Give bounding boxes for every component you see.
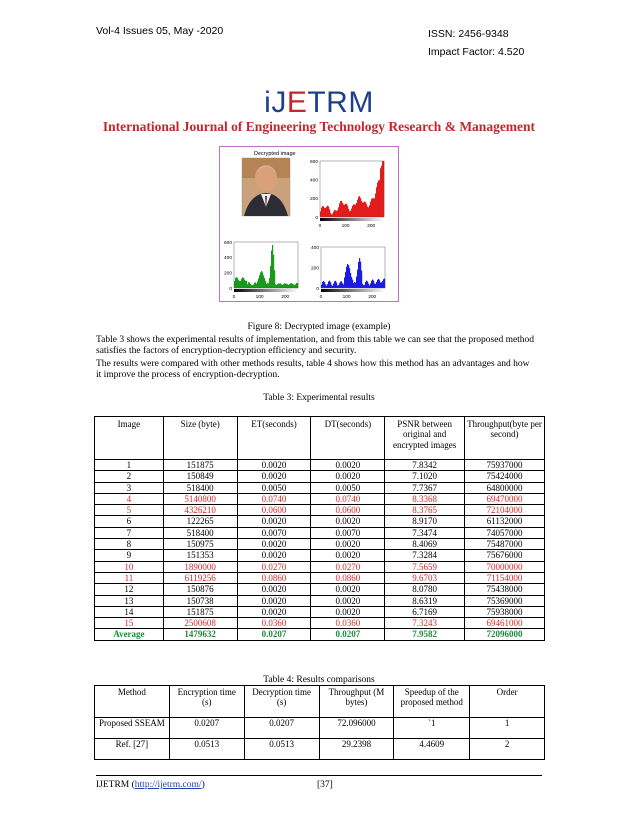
table3-cell: 0.0020 bbox=[311, 460, 385, 471]
table3-row bbox=[95, 460, 545, 471]
table3-row bbox=[95, 561, 545, 572]
table4-cell: Proposed SSEAM bbox=[95, 718, 170, 739]
x-tick-label: 0 bbox=[318, 224, 322, 229]
table3-cell: 0.0020 bbox=[237, 471, 311, 482]
table3-cell: 75487000 bbox=[465, 539, 545, 550]
table3-header-throughput: Throughput(byte per second) bbox=[465, 417, 545, 460]
table3-cell: 6 bbox=[95, 516, 164, 527]
table3-row bbox=[95, 618, 545, 629]
figure-svg bbox=[220, 147, 398, 301]
table3-cell: 10 bbox=[95, 561, 164, 572]
table3-cell: 0.0860 bbox=[237, 572, 311, 583]
x-tick-label: 200 bbox=[368, 295, 377, 300]
table3-cell: 150975 bbox=[163, 539, 237, 550]
table3-cell: 518400 bbox=[163, 482, 237, 493]
table3-cell: 0.0020 bbox=[237, 595, 311, 606]
table3-cell: 7.7367 bbox=[385, 482, 465, 493]
table3-cell: 122265 bbox=[163, 516, 237, 527]
table3-cell: 7.5659 bbox=[385, 561, 465, 572]
histogram-colorbar bbox=[234, 289, 298, 292]
table3-row bbox=[95, 493, 545, 504]
footer-prefix: IJETRM ( bbox=[96, 780, 135, 790]
table4-header-speedup: Speedup of the proposed method bbox=[394, 686, 470, 718]
table3-cell: 61132000 bbox=[465, 516, 545, 527]
table3-cell: 72104000 bbox=[465, 505, 545, 516]
table3-cell: 6119256 bbox=[163, 572, 237, 583]
table3-cell: 75676000 bbox=[465, 550, 545, 561]
table3-cell: 8.0780 bbox=[385, 584, 465, 595]
table3-cell: 0.0360 bbox=[311, 618, 385, 629]
table3-cell: 0.0740 bbox=[237, 493, 311, 504]
table3-header-psnr: PSNR between original and encrypted images bbox=[385, 417, 465, 460]
table3-cell: 0.0070 bbox=[237, 527, 311, 538]
results-comparison-table bbox=[94, 685, 545, 760]
table4-header-method: Method bbox=[95, 686, 170, 718]
table3-cell: 7.3243 bbox=[385, 618, 465, 629]
footer-link[interactable]: http://ijetrm.com/ bbox=[134, 780, 202, 790]
paragraph-1: Table 3 shows the experimental results of implementation, and from this table we can see that the proposed method satisfies the factors of encryption-decryption efficiency and security. bbox=[96, 335, 535, 357]
histogram-colorbar bbox=[320, 218, 384, 221]
table3-cell: 13 bbox=[95, 595, 164, 606]
table3-cell: 7.9582 bbox=[385, 629, 465, 640]
table3-row bbox=[95, 516, 545, 527]
table4-cell: 29.2398 bbox=[319, 739, 394, 760]
table3-cell: 0.0740 bbox=[311, 493, 385, 504]
table3-cell: 75369000 bbox=[465, 595, 545, 606]
table3-cell: 0.0020 bbox=[311, 550, 385, 561]
table3-cell: 70000000 bbox=[465, 561, 545, 572]
header-issn-impact bbox=[428, 25, 524, 61]
footer-rule bbox=[96, 775, 542, 776]
table3-cell: 72096000 bbox=[465, 629, 545, 640]
table3-header-row bbox=[95, 417, 545, 460]
table3-row bbox=[95, 527, 545, 538]
table3-cell: 0.0600 bbox=[237, 505, 311, 516]
table3-cell: 150849 bbox=[163, 471, 237, 482]
table4-header-throughput: Throughput (M bytes) bbox=[319, 686, 394, 718]
table3-cell: 150738 bbox=[163, 595, 237, 606]
table3-cell: 6.7169 bbox=[385, 606, 465, 617]
table3-row bbox=[95, 505, 545, 516]
table4-cell: 0.0207 bbox=[169, 718, 244, 739]
y-tick-label: 0 bbox=[229, 286, 232, 292]
table3-row bbox=[95, 572, 545, 583]
y-tick-label: 200 bbox=[310, 266, 319, 272]
table4-header-order: Order bbox=[470, 686, 545, 718]
table3-cell: 3 bbox=[95, 482, 164, 493]
table3-cell: 7.8342 bbox=[385, 460, 465, 471]
figure-caption: Figure 8: Decrypted image (example) bbox=[247, 322, 391, 332]
table4-header-row bbox=[95, 686, 545, 718]
figure-title: Decrypted image bbox=[254, 151, 296, 157]
table3-header-size: Size (byte) bbox=[163, 417, 237, 460]
table3-cell: 74057000 bbox=[465, 527, 545, 538]
table3-cell: 0.0020 bbox=[237, 516, 311, 527]
table3-row bbox=[95, 550, 545, 561]
table3-cell: 8.9170 bbox=[385, 516, 465, 527]
journal-name: International Journal of Engineering Technology Research & Management bbox=[102, 119, 536, 134]
table4-header-encryption-time: Encryption time (s) bbox=[169, 686, 244, 718]
y-tick-label: 0 bbox=[315, 215, 318, 221]
x-tick-label: 0 bbox=[319, 295, 323, 300]
x-tick-label: 200 bbox=[367, 224, 376, 229]
table3-cell: 8.6319 bbox=[385, 595, 465, 606]
table3-cell: 71154000 bbox=[465, 572, 545, 583]
table3-cell: 0.0050 bbox=[311, 482, 385, 493]
table3-cell: 0.0020 bbox=[311, 606, 385, 617]
logo-ij: iJ bbox=[264, 86, 287, 119]
table3-cell: 15 bbox=[95, 618, 164, 629]
table3-cell: 0.0020 bbox=[237, 550, 311, 561]
table3-cell: 0.0270 bbox=[311, 561, 385, 572]
table3-cell: 11 bbox=[95, 572, 164, 583]
header-impact-factor: Impact Factor: 4.520 bbox=[428, 46, 525, 58]
table3-header-et: ET(seconds) bbox=[237, 417, 311, 460]
table3-cell: 8.4069 bbox=[385, 539, 465, 550]
header-issn: ISSN: 2456-9348 bbox=[428, 28, 509, 40]
table3-cell: 1890000 bbox=[163, 561, 237, 572]
table3-cell: 151353 bbox=[163, 550, 237, 561]
table3-cell: 0.0020 bbox=[311, 595, 385, 606]
table3-cell: 0.0600 bbox=[311, 505, 385, 516]
y-tick-label: 600 bbox=[309, 159, 318, 165]
table3-cell: 4 bbox=[95, 493, 164, 504]
table4-cell: 72.096000 bbox=[319, 718, 394, 739]
x-tick-label: 100 bbox=[341, 224, 350, 229]
table3-cell: 69461000 bbox=[465, 618, 545, 629]
y-tick-label: 600 bbox=[223, 240, 232, 246]
table3-cell: 9 bbox=[95, 550, 164, 561]
y-tick-label: 400 bbox=[223, 256, 232, 262]
table3-cell: 0.0860 bbox=[311, 572, 385, 583]
logo-trm: TRM bbox=[307, 86, 374, 119]
table4-row bbox=[95, 739, 545, 760]
decrypted-image-figure bbox=[219, 146, 399, 302]
header-volume: Vol-4 Issues 05, May -2020 bbox=[96, 25, 224, 37]
table4-cell: 0.0207 bbox=[244, 718, 319, 739]
x-tick-label: 0 bbox=[232, 295, 236, 300]
table3-caption: Table 3: Experimental results bbox=[263, 393, 375, 403]
table3-cell: 5 bbox=[95, 505, 164, 516]
table3-cell: 9.6703 bbox=[385, 572, 465, 583]
journal-logo bbox=[0, 86, 638, 120]
table3-cell: 0.0207 bbox=[237, 629, 311, 640]
table4-cell: Ref. [27] bbox=[95, 739, 170, 760]
blue-histogram bbox=[311, 245, 385, 300]
decrypted-photo bbox=[242, 158, 290, 216]
table3-row bbox=[95, 471, 545, 482]
table3-cell: 2500608 bbox=[163, 618, 237, 629]
table3-cell: 151875 bbox=[163, 606, 237, 617]
footer-suffix: ) bbox=[201, 780, 205, 790]
y-tick-label: 0 bbox=[316, 286, 319, 292]
table3-cell: 0.0360 bbox=[237, 618, 311, 629]
red-histogram bbox=[310, 159, 384, 229]
table3-cell: 8.3765 bbox=[385, 505, 465, 516]
y-tick-label: 200 bbox=[309, 197, 318, 203]
table3-cell: 0.0270 bbox=[237, 561, 311, 572]
table3-cell: 0.0207 bbox=[311, 629, 385, 640]
x-tick-label: 200 bbox=[281, 295, 290, 300]
table3-cell: 14 bbox=[95, 606, 164, 617]
table3-cell: 7.3284 bbox=[385, 550, 465, 561]
table3-cell: 75938000 bbox=[465, 606, 545, 617]
table4-header-decryption-time: Decryption time (s) bbox=[244, 686, 319, 718]
table4-cell: 2 bbox=[470, 739, 545, 760]
table3-cell: 1 bbox=[95, 460, 164, 471]
y-tick-label: 400 bbox=[309, 178, 318, 184]
table3-cell: Average bbox=[95, 629, 164, 640]
table3-cell: 75438000 bbox=[465, 584, 545, 595]
table3-cell: 0.0050 bbox=[237, 482, 311, 493]
table3-cell: 0.0020 bbox=[311, 471, 385, 482]
x-tick-label: 100 bbox=[342, 295, 351, 300]
table4-cell: 0.0513 bbox=[169, 739, 244, 760]
experimental-results-table bbox=[94, 416, 545, 641]
table3-cell: 0.0020 bbox=[237, 606, 311, 617]
table3-cell: 0.0020 bbox=[237, 460, 311, 471]
table3-cell: 518400 bbox=[163, 527, 237, 538]
table3-cell: 0.0020 bbox=[237, 539, 311, 550]
paragraph-2: The results were compared with other methods results, table 4 shows how this method has an advantages and how it improve the process of encryption-decryption. bbox=[96, 359, 530, 381]
green-histogram bbox=[224, 240, 298, 300]
table3-cell: 1479632 bbox=[163, 629, 237, 640]
table3-cell: 2 bbox=[95, 471, 164, 482]
table4-cell: 1 bbox=[470, 718, 545, 739]
y-tick-label: 200 bbox=[223, 271, 232, 277]
table3-cell: 7.3474 bbox=[385, 527, 465, 538]
histogram-colorbar bbox=[321, 289, 385, 292]
table3-row bbox=[95, 539, 545, 550]
table3-cell: 5140800 bbox=[163, 493, 237, 504]
table3-cell: 0.0020 bbox=[311, 539, 385, 550]
table3-cell: 8.3368 bbox=[385, 493, 465, 504]
table3-cell: 7.1020 bbox=[385, 471, 465, 482]
table3-cell: 8 bbox=[95, 539, 164, 550]
table3-header-dt: DT(seconds) bbox=[311, 417, 385, 460]
table3-cell: 151875 bbox=[163, 460, 237, 471]
table3-cell: 0.0070 bbox=[311, 527, 385, 538]
table4-cell: 4.4609 bbox=[394, 739, 470, 760]
logo-e: E bbox=[286, 86, 308, 119]
table3-cell: 0.0020 bbox=[311, 584, 385, 595]
table3-cell: 75424000 bbox=[465, 471, 545, 482]
table3-cell: 4326210 bbox=[163, 505, 237, 516]
x-tick-label: 100 bbox=[255, 295, 264, 300]
table3-cell: 12 bbox=[95, 584, 164, 595]
table3-row bbox=[95, 606, 545, 617]
table3-row bbox=[95, 595, 545, 606]
table3-header-image: Image bbox=[95, 417, 164, 460]
page-number: [37] bbox=[317, 780, 333, 790]
table4-cell: `1 bbox=[394, 718, 470, 739]
table3-cell: 0.0020 bbox=[237, 584, 311, 595]
table3-cell: 0.0020 bbox=[311, 516, 385, 527]
table4-cell: 0.0513 bbox=[244, 739, 319, 760]
table3-cell: 75937000 bbox=[465, 460, 545, 471]
table4-row bbox=[95, 718, 545, 739]
y-tick-label: 400 bbox=[310, 245, 319, 251]
table3-row bbox=[95, 629, 545, 640]
table3-cell: 7 bbox=[95, 527, 164, 538]
footer-citation bbox=[96, 780, 205, 790]
table3-cell: 64800000 bbox=[465, 482, 545, 493]
table3-row bbox=[95, 584, 545, 595]
table4-caption: Table 4: Results comparisons bbox=[263, 675, 375, 685]
table3-row bbox=[95, 482, 545, 493]
table3-cell: 150876 bbox=[163, 584, 237, 595]
table3-cell: 69470000 bbox=[465, 493, 545, 504]
